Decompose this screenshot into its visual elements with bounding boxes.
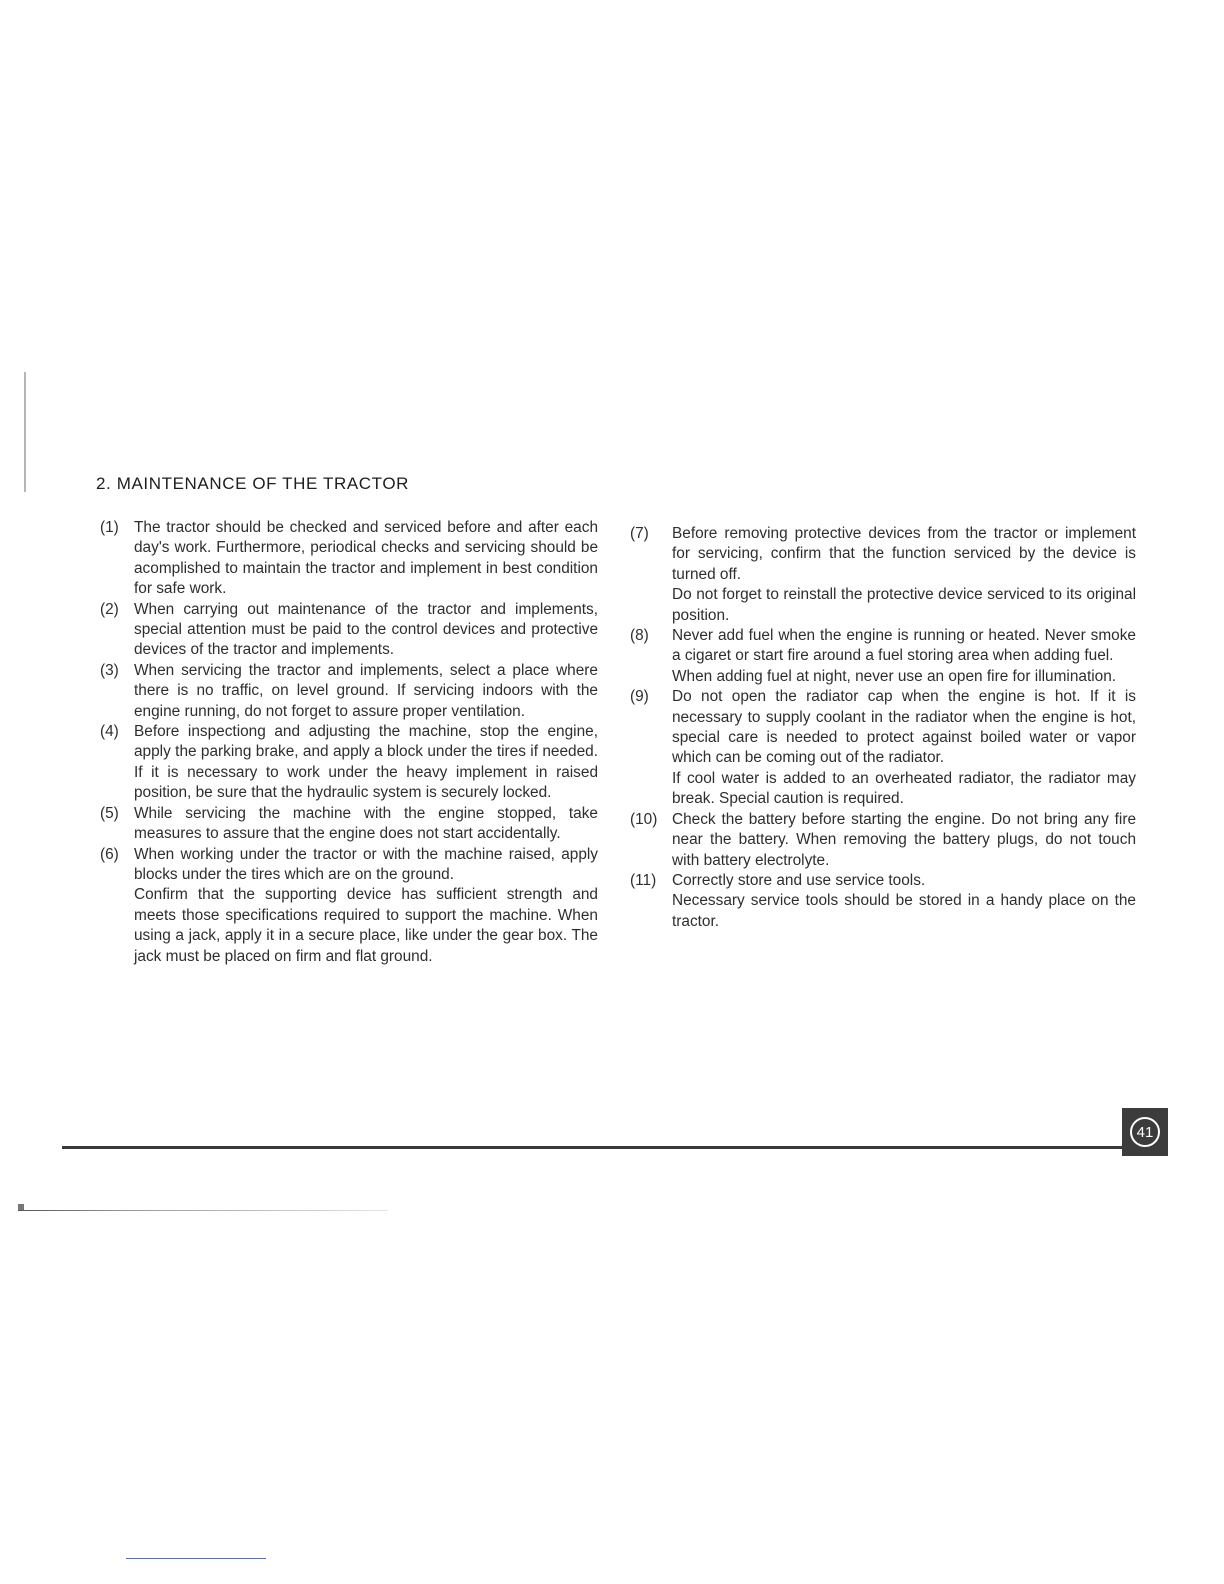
list-item <box>100 845 598 967</box>
item-number: (11) <box>630 871 657 889</box>
item-text: The tractor should be checked and serviced before and after each day's work. Furthermore, periodical checks and servicing should be acomplished to maintain the tractor and implement in best condition for safe work. <box>134 519 598 598</box>
item-text: While servicing the machine with the engine stopped, take measures to assure that the engine does not start accidentally. <box>134 804 598 843</box>
section-heading: 2. MAINTENANCE OF THE TRACTOR <box>96 474 410 493</box>
scan-edge-mark <box>24 372 26 492</box>
item-text: Never add fuel when the engine is running or heated. Never smoke a cigaret or start fire around a fuel storing area when adding fuel. <box>672 627 1136 665</box>
item-number: (2) <box>100 600 119 618</box>
scan-blue-line <box>126 1558 266 1559</box>
item-text: When working under the tractor or with the machine raised, apply blocks under the tires which are on the ground. <box>134 845 598 883</box>
list-item <box>630 626 1136 687</box>
list-item <box>100 518 598 600</box>
item-number: (4) <box>100 723 119 741</box>
item-number: (1) <box>100 519 119 536</box>
item-number: (9) <box>630 688 649 706</box>
item-text: Correctly store and use service tools. <box>672 871 926 889</box>
item-text: When servicing the tractor and implements, select a place where there is no traffic, on level ground. If servicing indoors with the engine running, do not forget to assure proper ventilation. <box>134 661 598 720</box>
page-number-badge <box>1122 1108 1168 1156</box>
item-continuation-text: Do not forget to reinstall the protective device serviced to its original position. <box>672 586 1136 624</box>
footer-rule <box>62 1146 1124 1149</box>
left-column <box>100 518 598 967</box>
list-item <box>100 804 598 845</box>
item-continuation-text: Necessary service tools should be stored in a handy place on the tractor. <box>672 892 1136 930</box>
list-item <box>630 871 1136 932</box>
item-continuation-text: Confirm that the supporting device has sufficient strength and meets those specifications required to support the machine. When using a jack, apply it in a secure place, like under the gear box. The jack must be placed on firm and flat ground. <box>134 886 598 965</box>
list-item <box>100 722 598 804</box>
item-text: When carrying out maintenance of the tractor and implements, special attention must be paid to the control devices and protective devices of the tractor and implements. <box>134 600 598 659</box>
item-number: (7) <box>630 525 649 542</box>
list-item <box>630 524 1136 626</box>
list-item <box>100 600 598 661</box>
item-number: (6) <box>100 845 119 863</box>
scan-edge-line <box>18 1210 388 1211</box>
item-number: (10) <box>630 810 658 828</box>
right-column <box>630 524 1136 932</box>
item-number: (3) <box>100 661 119 679</box>
item-text: Do not open the radiator cap when the engine is hot. If it is necessary to supply coolant in the radiator when the engine is hot, special care is needed to protect against boiled water or vapor which can be coming out of the radiator. <box>672 688 1136 767</box>
list-item <box>630 810 1136 871</box>
item-text: Before inspectiong and adjusting the machine, stop the engine, apply the parking brake, and apply a block under the tires if needed. If it is necessary to work under the heavy implement in raised position, be sure that the hydraulic system is securely locked. <box>134 723 598 802</box>
item-number: (8) <box>630 627 649 645</box>
list-item <box>630 687 1136 809</box>
page-number: 41 <box>1130 1117 1160 1147</box>
item-text: Check the battery before starting the engine. Do not bring any fire near the battery. When removing the battery plugs, do not touch with battery electrolyte. <box>672 810 1136 869</box>
item-text: Before removing protective devices from the tractor or implement for servicing, confirm that the function serviced by the device is turned off. <box>672 525 1136 583</box>
item-continuation-text: When adding fuel at night, never use an open fire for illumination. <box>672 667 1117 685</box>
item-continuation-text: If cool water is added to an overheated radiator, the radiator may break. Special caution is required. <box>672 769 1136 808</box>
list-item <box>100 661 598 722</box>
item-number: (5) <box>100 804 119 822</box>
